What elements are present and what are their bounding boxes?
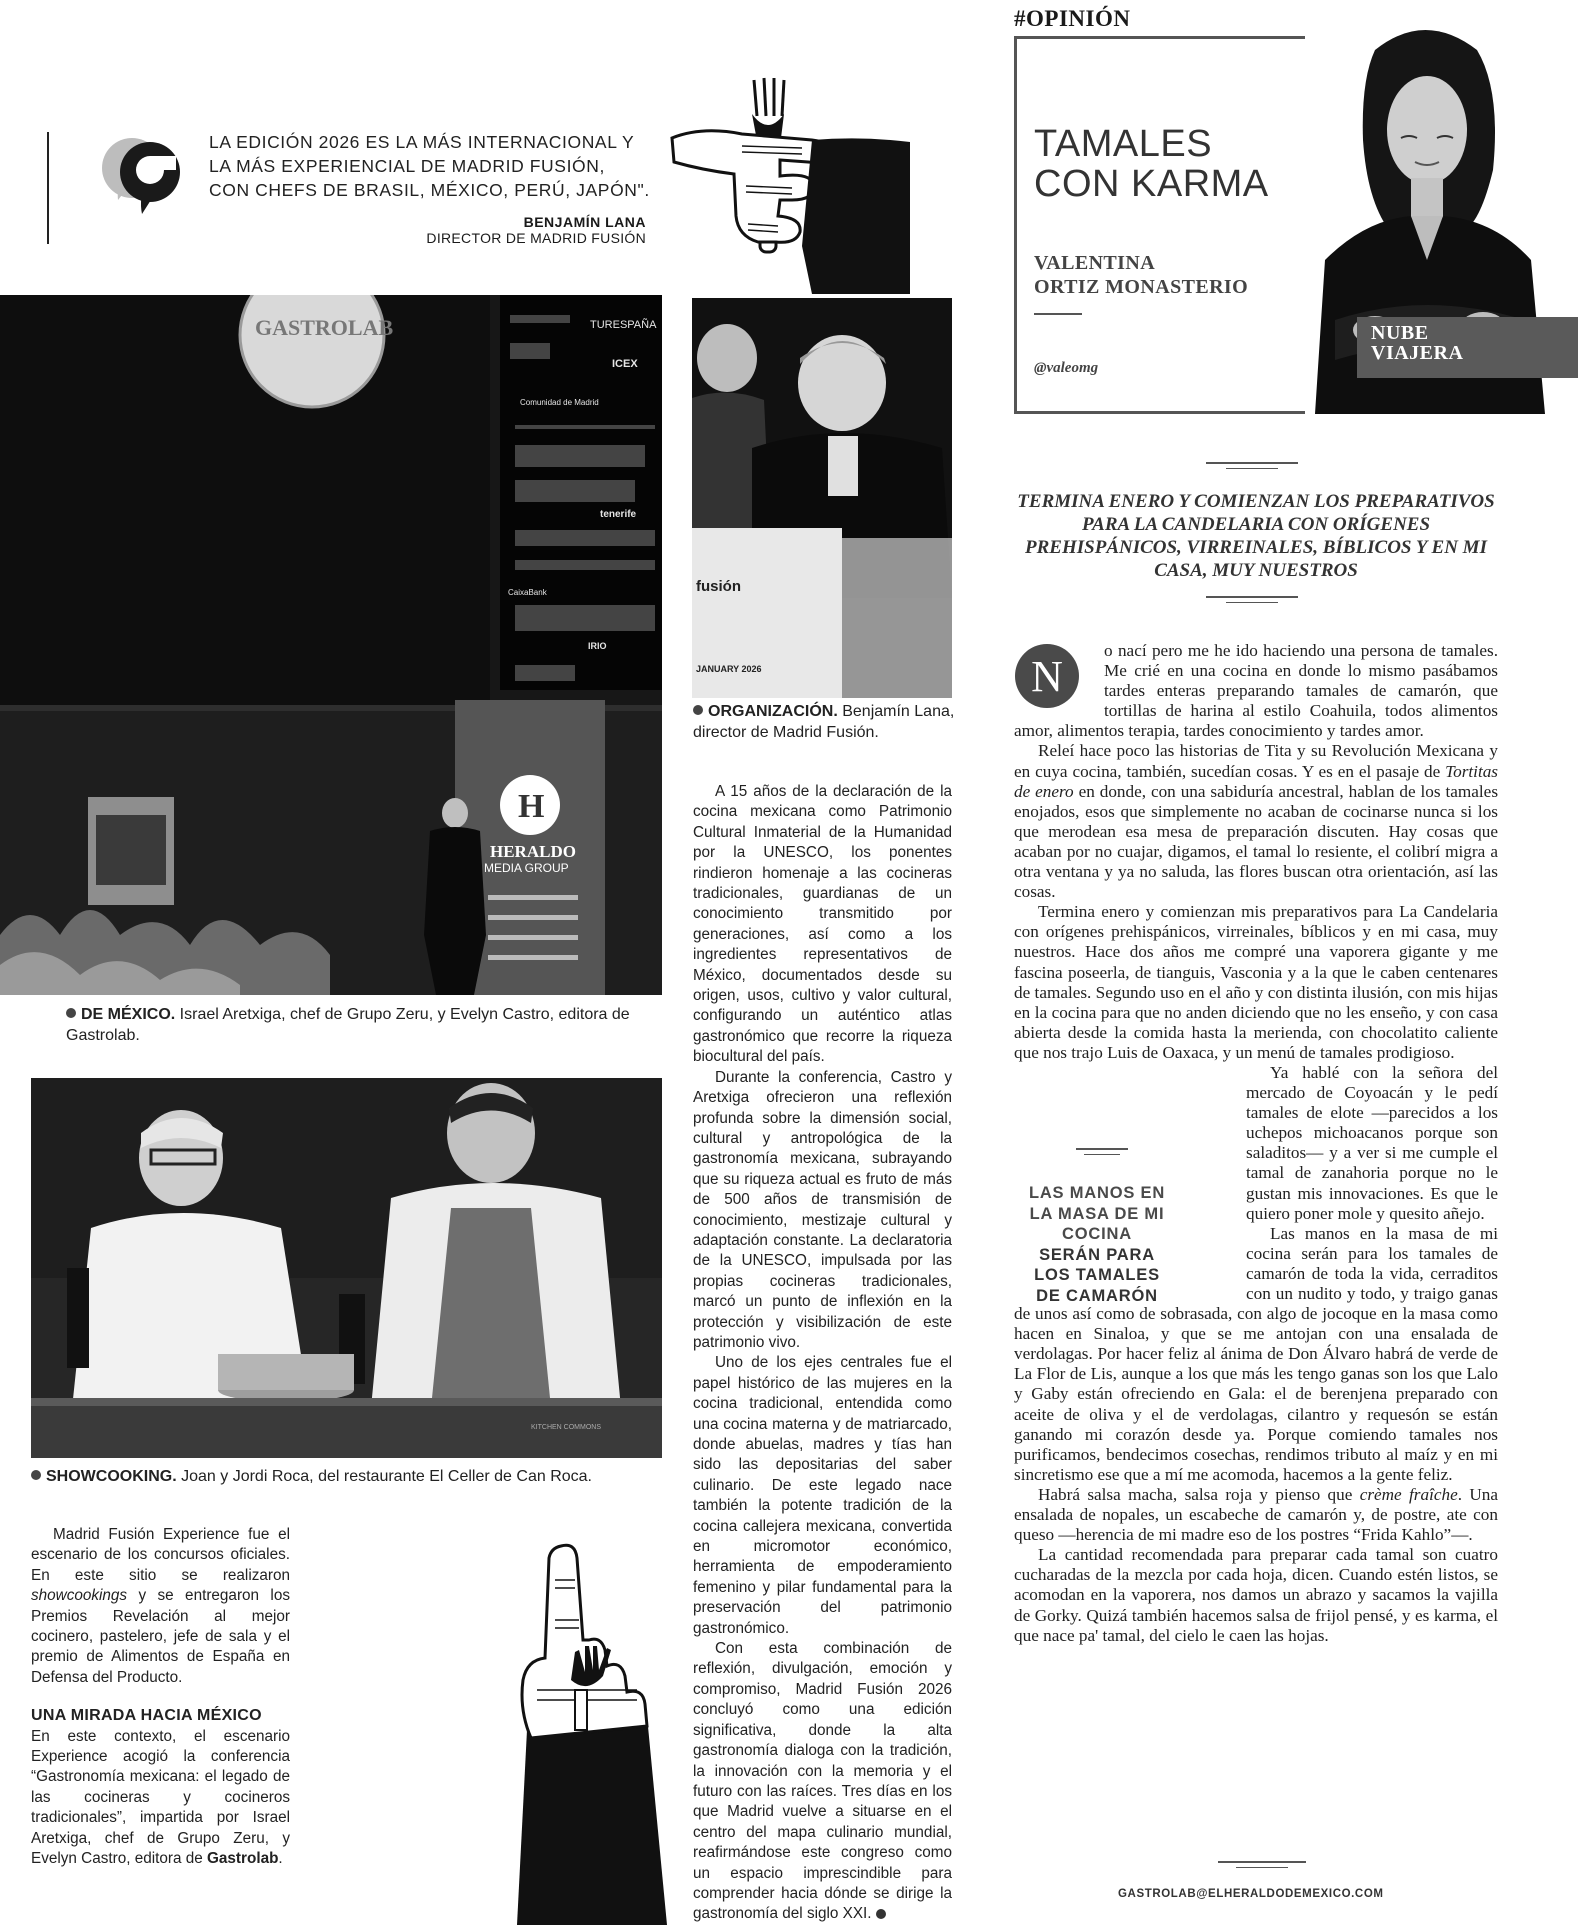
opinion-author: VALENTINA ORTIZ MONASTERIO — [1034, 252, 1249, 298]
sponsor-comunidad: Comunidad de Madrid — [520, 398, 599, 407]
organization-photo — [692, 298, 952, 698]
mid-paragraph: Durante la conferencia, Castro y Aretxiga ofrecieron una reflexión profunda sobre la dimensión social, cultural y antropológica de la gastronomía mexicana, subrayando que su riqueza actual es fruto de más de 500 años de transmisión de conocimiento, mestizaje cultural y adaptación constante. La declaratoria de la UNESCO, impulsada por las propias cocineras tradicionales, marcó un punto de inflexión en la protección y visibilización de este patrimonio vivo. — [693, 1068, 952, 1351]
subhead-mirada-mexico: UNA MIRADA HACIA MÉXICO — [31, 1707, 262, 1725]
deck-rule — [1206, 596, 1298, 598]
footer-email: GASTROLAB@ELHERALDODEMEXICO.COM — [1118, 1888, 1384, 1900]
caption-bullet-icon — [66, 1008, 76, 1018]
sponsor-caixabank: CaixaBank — [508, 588, 547, 597]
author-rule — [1034, 313, 1082, 315]
sponsor-icex: ICEX — [612, 358, 638, 370]
quote-mark-icon — [98, 130, 186, 218]
deck-rule — [1226, 602, 1278, 603]
showcooking-photo — [31, 1078, 662, 1458]
mid-article-column — [693, 782, 952, 1925]
caption-showcooking — [31, 1466, 671, 1487]
caption-org-lead: ORGANIZACIÓN. — [708, 703, 838, 720]
opinion-paragraph: Habrá salsa macha, salsa roja y pienso que crème fraîche. Una ensalada de nopales, un escabeche de camarón y, de postre, ate con queso —herencia de mi madre eso de los postres “Frida Kahlo”—. — [1014, 1484, 1498, 1545]
initial-spacer — [1014, 641, 1104, 715]
caption-bullet-icon — [31, 1470, 41, 1480]
opinion-paragraph: Las manos en la masa de mi cocina serán para los tamales de camarón de toda la vida, cerraditos con un nudito y todo, y traigo ganas de unos así como de sobrasada, con algo de jocoque en la masa como hacen en Sinaloa, y que se me antojan con una ensalada de verdolagas. Por hacer feliz al ánima de Don Álvaro habrá de verde de La Flor de Lis, aunque a los que más les tengo ganas son los que Lalo y Gaby están ofreciendo en Gala: el de berenjena preparado con aceite de oliva y el de verdolagas, cilantro y requesón se están ganando mi corazón desde ya. Porque comiendo tamales nos purificamos, bendecimos cosechas, rendimos tributo al maíz y en mi sincretismo ese que a mí me acomoda, hacemos a la gente feliz. — [1014, 1223, 1498, 1484]
caption-organization — [693, 701, 955, 743]
svg-text:H: H — [518, 788, 545, 825]
caption-show-text: Joan y Jordi Roca, del restaurante El Celler de Can Roca. — [176, 1468, 592, 1485]
sponsor-irio: IRIO — [588, 641, 607, 651]
caption-org-text: Benjamín Lana, director de Madrid Fusión. — [693, 703, 955, 741]
footer-rule — [1218, 1861, 1306, 1863]
footer-rule — [1236, 1867, 1288, 1868]
opinion-deck: TERMINA ENERO Y COMIENZAN LOS PREPARATIVOS PARA LA CANDELARIA CON ORÍGENES PREHISPÁNICOS, VIRREINALES, BÍBLICOS Y EN MI CASA, MUY NUESTROS — [1017, 491, 1495, 581]
left-article-column — [31, 1525, 290, 1870]
mid-paragraph: A 15 años de la declaración de la cocina mexicana como Patrimonio Cultural Inmaterial de la Humanidad por la UNESCO, los ponentes rindieron homenaje a las cocineras tradicionales, guardianas de un conocimiento transmitido por generaciones, así como a los ingredientes representativos de México, documentados desde su origen, usos, cultivo y valor cultural, configurando un auténtico atlas gastronómico que recorre la riqueza biocultural del país. — [693, 783, 952, 1066]
left-paragraph: En este contexto, el escenario Experience acogió la conferencia “Gastronomía mexicana: el legado de las cocineras y cocineros tradicionales”, impartida por Israel Aretxiga, chef de Grupo Zeru, y Evelyn Castro, editora de Gastrolab. — [31, 1727, 290, 1868]
opinion-paragraph: La cantidad recomendada para preparar cada tamal son cuatro cucharadas de la mezcla por cada hoja, dicen. Cuando estén listos, se acomodan en la vaporera, nos damos un abrazo y sacamos la vajilla de Gorky. Quizá también hacemos salsa de frijol pensé, y es karma, el que nace pa' tamal, del cielo le caen las hojas. — [1014, 1545, 1498, 1645]
pull-rule — [1076, 1148, 1128, 1150]
gastrolab-logo-text: GASTROLAB — [255, 315, 394, 340]
pointing-hand-fork-icon — [662, 76, 910, 296]
quote-author: BENJAMÍN LANA — [523, 214, 646, 230]
pull-quote: LAS MANOS EN LA MASA DE MI COCINA SERÁN PARA LOS TAMALES DE CAMARÓN — [1028, 1184, 1166, 1305]
column-badge: NUBE VIAJERA — [1357, 317, 1578, 378]
stage-photo — [0, 295, 662, 995]
caption-mex-text: Israel Aretxiga, chef de Grupo Zeru, y Evelyn Castro, editora de Gastrolab. — [66, 1006, 630, 1044]
quote-rule — [47, 132, 49, 244]
quote-text: LA EDICIÓN 2026 ES LA MÁS INTERNACIONAL Y LA MÁS EXPERIENCIAL DE MADRID FUSIÓN, CON CHEFS DE BRASIL, MÉXICO, PERÚ, JAPÓN". — [209, 132, 650, 200]
opinion-paragraph: Releí hace poco las historias de Tita y su Revolución Mexicana y en cuya cocina, también, sucedían cosas. Y es en el pasaje de Tortitas de enero en donde, con una sabiduría ancestral, hablan de los tamales enojados, esos que simplemente no acaban de cocinarse nunca si los que merodean esa mesa de preparación discuten. Hay cosas que acaban por no cuajar, digamos, el tamal lo resiente, el colibrí migra a otra ventana y ya no saluda, las flores buscan otra orientación, así las cosas. — [1014, 741, 1499, 902]
sponsor-tenerife: tenerife — [600, 509, 637, 520]
raised-hand-fork-icon — [497, 1540, 667, 1925]
caption-show-lead: SHOWCOOKING. — [46, 1468, 177, 1485]
author-handle: @valeomg — [1034, 360, 1099, 376]
opinion-paragraph: Ya hablé con la señora del mercado de Coyoacán y le pedí tamales de elote —parecidos a los uchepos michoacanos porque son saladitos— y a ver si me cumple el tamal de zanahoria porque no le gustan mis innovaciones. Es que le quiero poner mole y quesito añejo. — [1246, 1062, 1498, 1223]
deck-rule — [1226, 468, 1278, 469]
drop-initial-letter: N — [1031, 652, 1063, 701]
banner-media-group: MEDIA GROUP — [484, 861, 569, 875]
lectern-date: JANUARY 2026 — [696, 664, 762, 674]
opinion-paragraph: Termina enero y comienzan mis preparativos para La Candelaria con orígenes prehispánicos, virreinales, bíblicos y en mi casa, muy nuestros. Hace dos años me compré una vaporera gigante y me fascina poseerla, de tianguis, Vasconia y a la que le caben centenares de tamales. Segundo uso en el año y con distinta ilusión, con mis hijas en la cocina para que no anden diciendo que no les enseño, y con casa abierta desde la comida hasta la merienda, con chocolatito caliente que nos trajo Luis de Oaxaca, y un menú de tamales prodigioso. — [1014, 902, 1498, 1062]
end-mark-icon — [876, 1909, 886, 1919]
opinion-title: TAMALES CON KARMA — [1034, 123, 1269, 205]
counter-label: KITCHEN COMMONS — [531, 1424, 601, 1431]
mid-paragraph: Uno de los ejes centrales fue el papel histórico de las mujeres en la cocina tradicional, entendida como una cocina materna y de matriarcado, donde abuelas, madres y tías han sido las depositarias del saber culinario. De este legado nace también la potente tradición de la cocina callejera mexicana, convertida en micromotor económico, herramienta de empoderamiento femenino y pilar fundamental para la preservación del patrimonio gastronómico. — [693, 1354, 952, 1637]
lectern-fusion: fusión — [696, 578, 741, 595]
caption-mexico — [66, 1004, 662, 1046]
caption-bullet-icon — [693, 705, 703, 715]
mid-paragraph: Con esta combinación de reflexión, divulgación, emoción y compromiso, Madrid Fusión 2026 concluyó como una edición significativa, donde la alta gastronomía dialoga con la tradición, la innovación con la memoria y el futuro con las raíces. Tres días en los que Madrid vuelve a situarse en el centro del mapa culinario mundial, reafirmándose este congreso como un espacio imprescindible para comprender hacia dónde se dirige la gastronomía del siglo XXI. — [693, 1640, 952, 1923]
banner-heraldo: HERALDO — [490, 842, 576, 861]
caption-mex-lead: DE MÉXICO. — [81, 1006, 176, 1023]
sponsor-turespana: TURESPAÑA — [590, 319, 657, 331]
left-paragraph: Madrid Fusión Experience fue el escenario de los concursos oficiales. En este sitio se realizaron showcookings y se entregaron los Premios Revelación al mejor cocinero, pastelero, jefe de sala y el premio de Alimentos de España en Defensa del Producto. — [31, 1526, 290, 1686]
pull-rule — [1084, 1154, 1120, 1155]
opinion-paragraph: o nací pero me he ido haciendo una persona de tamales. Me crié en una cocina en donde lo mismo pasábamos tardes enteras preparando tamales de camarón, que tortillas de harina al estilo Coahuila, todos alimentos amor, alimentos terapia, tardes conocimiento y tardes amor. — [1014, 641, 1498, 741]
deck-rule — [1206, 462, 1298, 464]
opinion-article-body — [1014, 641, 1498, 1646]
opinion-tag: #OPINIÓN — [1014, 6, 1131, 31]
quote-role: DIRECTOR DE MADRID FUSIÓN — [426, 230, 646, 246]
